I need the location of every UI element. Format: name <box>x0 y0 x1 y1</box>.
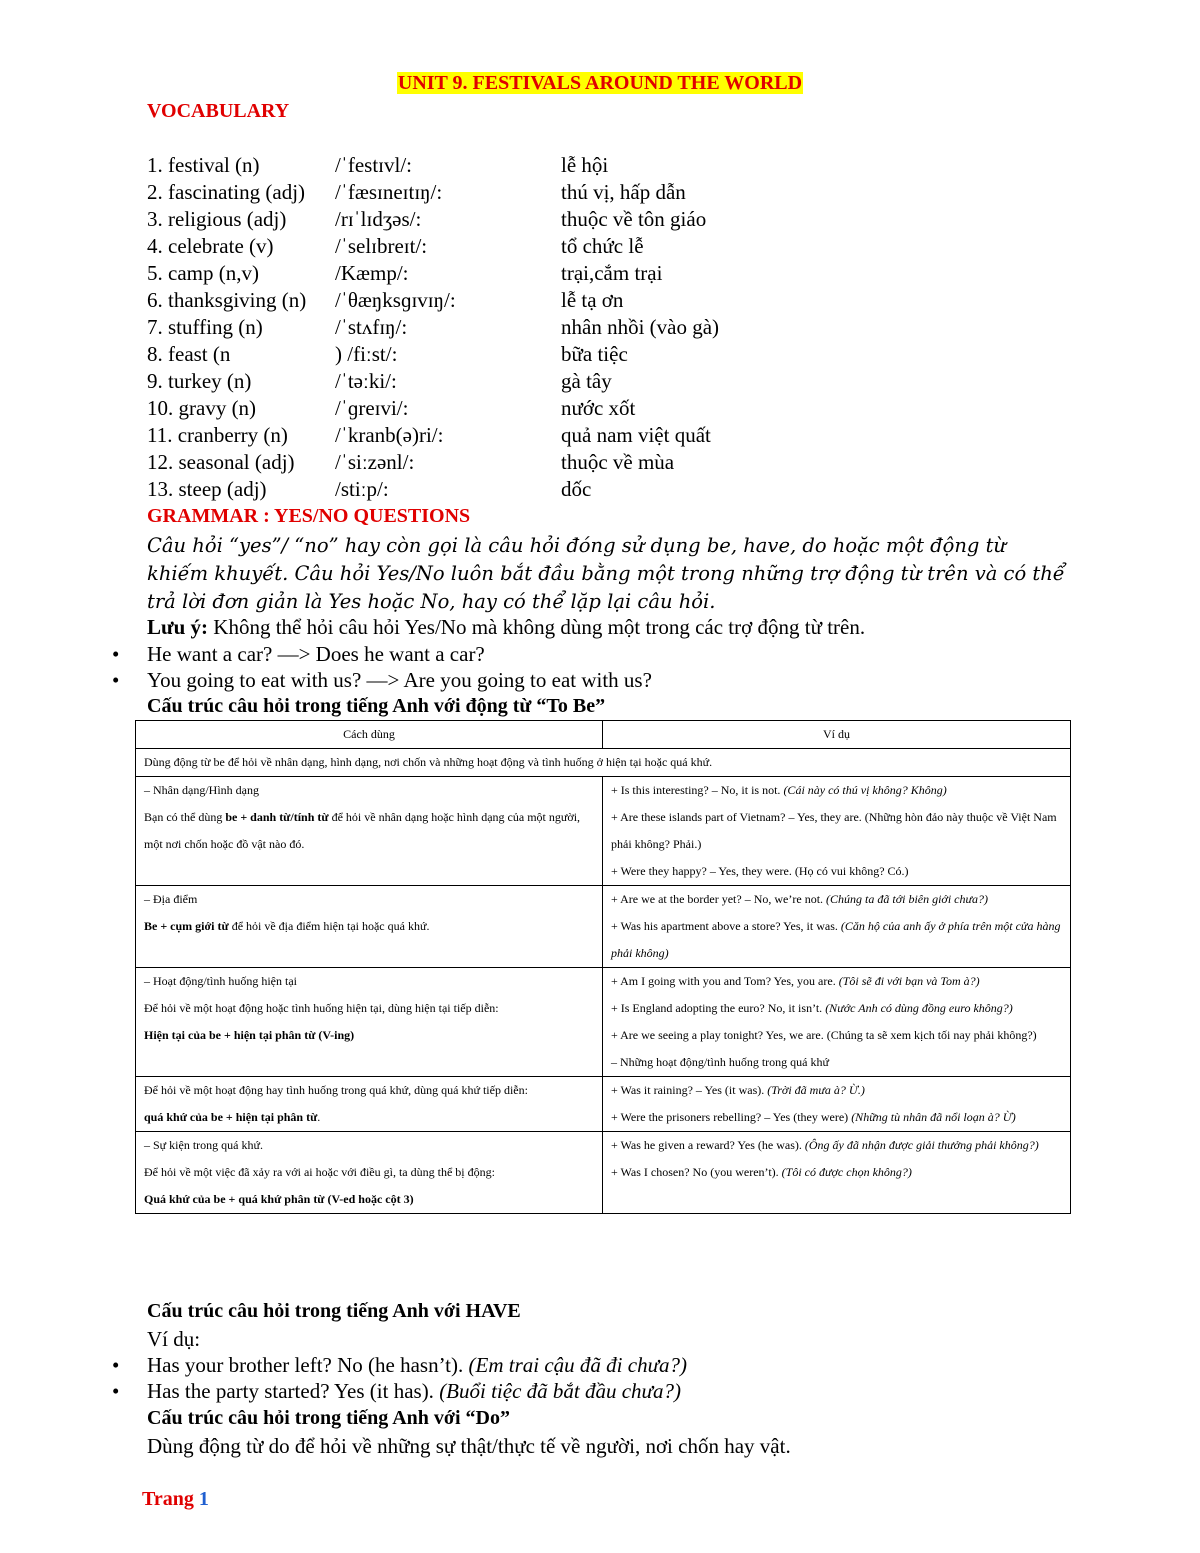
table-row <box>136 1132 1071 1214</box>
vocab-row: 4. celebrate (v) /ˈselɪbreɪt/: tổ chức lễ <box>147 234 644 258</box>
bullet-icon: • <box>112 642 120 666</box>
vocab-row: 10. gravy (n) /ˈɡreɪvi/: nước xốt <box>147 396 636 420</box>
have-heading: Cấu trúc câu hỏi trong tiếng Anh với HAVE <box>147 1300 521 1322</box>
table-cell-usage: Để hỏi về một hoạt động hay tình huống trong quá khứ, dùng quá khứ tiếp diễn: quá khứ của be + hiện tại phân từ. <box>136 1077 603 1132</box>
page-label: Trang <box>142 1488 194 1510</box>
vocab-row: 2. fascinating (adj) /ˈfæsɪneɪtɪŋ/: thú vị, hấp dẫn <box>147 180 686 204</box>
vocab-row: 7. stuffing (n) /ˈstʌfɪŋ/: nhân nhồi (vào gà) <box>147 315 720 339</box>
table-cell-example: + Am I going with you and Tom? Yes, you are. (Tôi sẽ đi với bạn và Tom à?) + Is England adopting the euro? No, it isn’t. (Nước Anh có dùng đồng euro không?) + Are we seeing a play tonight? Yes, we are. (Chúng ta sẽ xem kịch tối nay phải không?) – Những hoạt động/tình huống trong quá khứ <box>603 968 1071 1077</box>
table-cell-example: + Was he given a reward? Yes (he was). (Ông ấy đã nhận được giải thưởng phải không?) + Was I chosen? No (you weren’t). (Tôi có được chọn không?) <box>603 1132 1071 1214</box>
table-header-example: Ví dụ <box>603 721 1071 749</box>
vocab-row: 1. festival (n) /ˈfestɪvl/: lễ hội <box>147 153 609 177</box>
table-cell-usage: – Sự kiện trong quá khứ. Để hỏi về một việc đã xảy ra với ai hoặc với điều gì, ta dùng thể bị động: Quá khứ của be + quá khứ phân từ (V-ed hoặc cột 3) <box>136 1132 603 1214</box>
table-span-cell: Dùng động từ be để hỏi về nhân dạng, hình dạng, nơi chốn và những hoạt động và tình huống ở hiện tại hoặc quá khứ. <box>136 749 1071 777</box>
tobe-heading: Cấu trúc câu hỏi trong tiếng Anh với động từ “To Be” <box>147 695 606 717</box>
table-cell-example: + Are we at the border yet? – No, we’re not. (Chúng ta đã tới biên giới chưa?) + Was his apartment above a store? Yes, it was. (Căn hộ của anh ấy ở phía trên một cửa hàng phải không) <box>603 886 1071 968</box>
table-header-usage: Cách dùng <box>136 721 603 749</box>
note <box>147 614 1067 640</box>
vocab-row: 9. turkey (n) /ˈtəːki/: gà tây <box>147 369 612 393</box>
vocab-row: 12. seasonal (adj) /ˈsiːzənl/: thuộc về mùa <box>147 450 675 474</box>
vocab-row: 5. camp (n,v) /Kæmp/: trại,cắm trại <box>147 261 663 285</box>
vocabulary-heading: VOCABULARY <box>147 100 290 122</box>
vocab-row: 13. steep (adj) /stiːp/: dốc <box>147 477 592 501</box>
page-number: 1 <box>198 1488 209 1510</box>
bullet-icon: • <box>112 1353 120 1377</box>
table-row <box>136 777 1071 886</box>
note-text: Không thể hỏi câu hỏi Yes/No mà không dùng một trong các trợ động từ trên. <box>208 615 866 639</box>
example-label: Ví dụ: <box>147 1327 201 1351</box>
table-cell-usage: – Nhân dạng/Hình dạng Bạn có thể dùng be + danh từ/tính từ để hỏi về nhân dạng hoặc hình dạng của một người, một nơi chốn hoặc đồ vật nào đó. <box>136 777 603 886</box>
vocabulary-list <box>147 152 1047 503</box>
vocab-row: 11. cranberry (n) /ˈkranb(ə)ri/: quả nam việt quất <box>147 423 711 447</box>
do-heading: Cấu trúc câu hỏi trong tiếng Anh với “Do” <box>147 1407 510 1429</box>
note-label: Lưu ý: <box>147 615 209 639</box>
table-row <box>136 1077 1071 1132</box>
table-cell-usage: – Hoạt động/tình huống hiện tại Để hỏi về một hoạt động hoặc tình huống hiện tại, dùng hiện tại tiếp diễn: Hiện tại của be + hiện tại phân từ (V-ing) <box>136 968 603 1077</box>
page-title: UNIT 9. FESTIVALS AROUND THE WORLD <box>397 72 803 94</box>
table-header-row <box>136 721 1071 749</box>
vocab-row: 3. religious (adj) /rɪˈlɪdʒəs/: thuộc về tôn giáo <box>147 207 707 231</box>
table-cell-example: + Was it raining? – Yes (it was). (Trời đã mưa à? Ừ.) + Were the prisoners rebelling? – Yes (they were) (Những tù nhân đã nổi loạn à? Ừ) <box>603 1077 1071 1132</box>
page-footer <box>142 1488 209 1511</box>
vocab-row: 8. feast (n ) /fiːst/: bữa tiệc <box>147 342 628 366</box>
tobe-table <box>135 720 1071 1214</box>
do-text: Dùng động từ do để hỏi về những sự thật/thực tế về người, nơi chốn hay vật. <box>147 1434 791 1458</box>
table-cell-usage: – Địa điểm Be + cụm giới từ để hỏi về địa điểm hiện tại hoặc quá khứ. <box>136 886 603 968</box>
table-cell-example: + Is this interesting? – No, it is not. (Cái này có thú vị không? Không) + Are these islands part of Vietnam? – Yes, they are. (Những hòn đảo này thuộc về Việt Nam phải không? Phải.) + Were they happy? – Yes, they were. (Họ có vui không? Có.) <box>603 777 1071 886</box>
table-row <box>136 749 1071 777</box>
table-row <box>136 886 1071 968</box>
bullet-icon: • <box>112 1379 120 1403</box>
bullet-icon: • <box>112 668 120 692</box>
table-row <box>136 968 1071 1077</box>
vocab-row: 6. thanksgiving (n) /ˈθæŋksɡɪvɪŋ/: lễ tạ ơn <box>147 288 624 312</box>
grammar-intro: Câu hỏi “yes”/ “no” hay còn gọi là câu hỏi đóng sử dụng be, have, do hoặc một động từ khiếm khuyết. Câu hỏi Yes/No luôn bắt đầu bằng một trong những trợ động từ trên và có thể trả lời đơn giản là Yes hoặc No, hay có thể lặp lại câu hỏi. <box>147 534 1065 613</box>
grammar-heading: GRAMMAR : YES/NO QUESTIONS <box>147 505 471 527</box>
